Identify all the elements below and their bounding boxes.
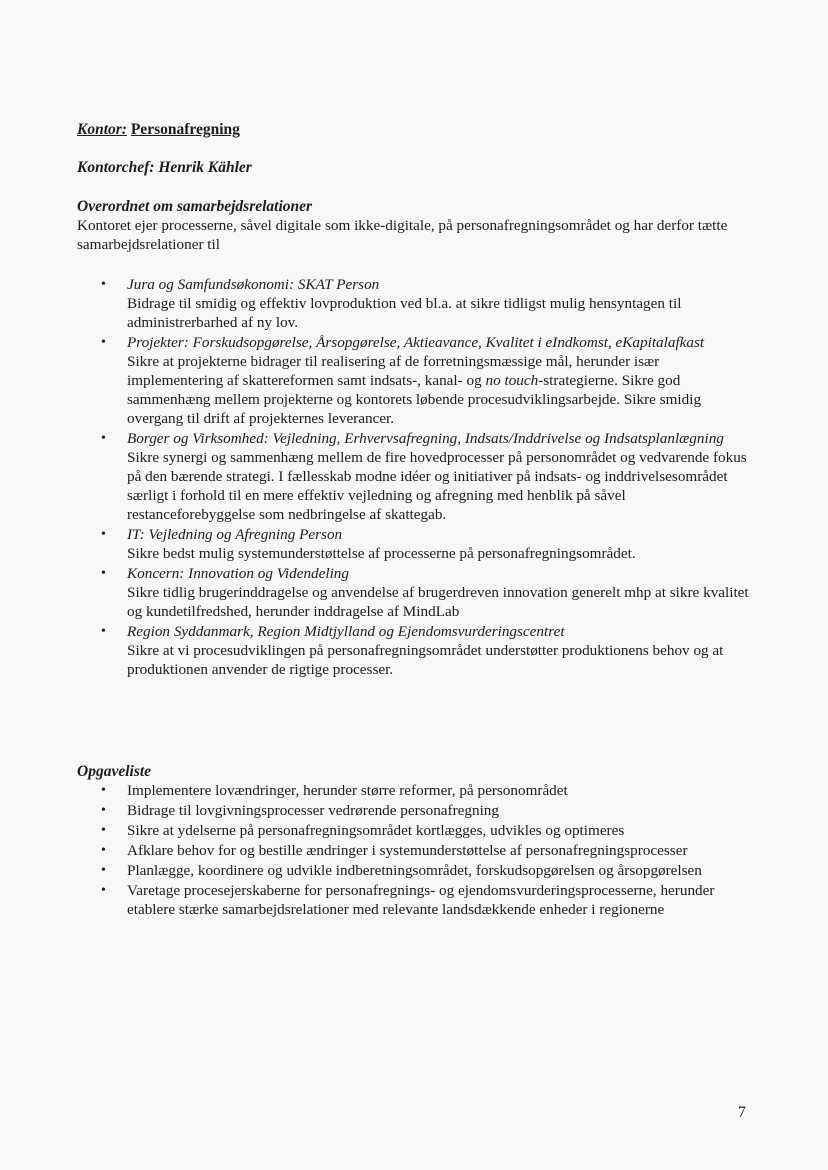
bullet: •	[101, 803, 106, 818]
relation-title: Jura og Samfundsøkonomi: SKAT Person	[127, 276, 380, 293]
relation-text: Sikre bedst mulig systemunderstøttelse af processerne på personafregningsområdet.	[127, 545, 636, 562]
office-value: Personafregning	[130, 121, 240, 138]
bullet: •	[101, 431, 106, 446]
bullet: •	[101, 527, 106, 542]
tasks-heading: Opgaveliste	[77, 763, 152, 780]
bullet: •	[101, 624, 106, 639]
bullet: •	[101, 823, 106, 838]
relation-text	[127, 352, 757, 428]
bullet: •	[101, 783, 106, 798]
relations-list	[77, 275, 757, 680]
task-text: Bidrage til lovgivningsprocesser vedrørende personafregning	[127, 802, 499, 819]
overview-intro: Kontoret ejer processerne, såvel digitale som ikke-digitale, på personafregningsområdet og har derfor tætte samarbejdsrelationer til	[77, 217, 728, 253]
bullet: •	[101, 566, 106, 581]
list-item	[77, 881, 757, 919]
relation-text: Sikre tidlig brugerinddragelse og anvendelse af brugerdreven innovation generelt mhp at sikre kvalitet og kundetilfredshed, herunder inddragelse af MindLab	[127, 584, 749, 620]
relation-text: Sikre synergi og sammenhæng mellem de fire hovedprocesser på personområdet og vedvarende fokus på den bærende strategi. I fællesskab modne idéer og initiativer på indsats- og inddrivelsesområdet særligt i forhold til en mere effektiv vejledning og afregning med henblik på såvel restanceforebyggelse som nedbringelse af skattegab.	[127, 449, 747, 523]
list-item	[77, 622, 757, 679]
overview-heading: Overordnet om samarbejdsrelationer	[77, 198, 313, 215]
bullet: •	[101, 277, 106, 292]
relation-title: Region Syddanmark, Region Midtjylland og Ejendomsvurderingscentret	[127, 623, 565, 640]
list-item	[77, 801, 757, 820]
task-text: Afklare behov for og bestille ændringer i systemunderstøttelse af personafregningsprocesser	[127, 842, 688, 859]
list-item	[77, 841, 757, 860]
relation-text-italic: no touch	[485, 372, 539, 389]
relation-title: Borger og Virksomhed: Vejledning, Erhvervsafregning, Indsats/Inddrivelse og Indsatsplanlægning	[127, 430, 724, 447]
relation-text: Sikre at vi procesudviklingen på personafregningsområdet understøtter produktionens behov og at produktionen anvender de rigtige processer.	[127, 642, 724, 678]
list-item	[77, 275, 757, 332]
tasks-list	[77, 781, 757, 920]
office-heading	[77, 120, 240, 139]
task-text: Varetage procesejerskaberne for personafregnings- og ejendomsvurderingsprocesserne, herunder etablere stærke samarbejdsrelationer med relevante landsdækkende enheder i regionerne	[127, 882, 715, 918]
list-item	[77, 861, 757, 880]
list-item	[77, 564, 757, 621]
list-item	[77, 525, 757, 563]
relation-title: Projekter: Forskudsopgørelse, Årsopgørelse, Aktieavance, Kvalitet i eIndkomst, eKapitalafkast	[127, 334, 705, 351]
list-item	[77, 781, 757, 800]
relation-title: Koncern: Innovation og Videndeling	[127, 565, 349, 582]
relation-text: Bidrage til smidig og effektiv lovproduktion ved bl.a. at sikre tidligst mulig hensyntagen til administrerbarhed af ny lov.	[127, 295, 682, 331]
bullet: •	[101, 863, 106, 878]
page-number: 7	[738, 1104, 746, 1121]
list-item	[77, 333, 757, 428]
office-label: Kontor:	[77, 121, 127, 138]
relation-text-part: Sikre at projekterne bidrager til realisering af de forretningsmæssige mål, herunder især implementering af skattereformen samt indsats-, kanal- og	[127, 353, 660, 389]
task-text: Planlægge, koordinere og udvikle indberetningsområdet, forskudsopgørelsen og årsopgørelsen	[127, 862, 702, 879]
office-chief: Kontorchef: Henrik Kähler	[77, 159, 252, 176]
relation-title: IT: Vejledning og Afregning Person	[127, 526, 343, 543]
relation-text-part: -strategierne. Sikre god sammenhæng mellem projekterne og kontorets løbende procesudviklingsarbejde. Sikre smidig overgang til drift af projekternes leverancer.	[127, 372, 702, 427]
bullet: •	[101, 883, 106, 898]
task-text: Implementere lovændringer, herunder større reformer, på personområdet	[127, 782, 568, 799]
list-item	[77, 429, 757, 524]
bullet: •	[101, 843, 106, 858]
bullet: •	[101, 335, 106, 350]
task-text: Sikre at ydelserne på personafregningsområdet kortlægges, udvikles og optimeres	[127, 822, 625, 839]
list-item	[77, 821, 757, 840]
